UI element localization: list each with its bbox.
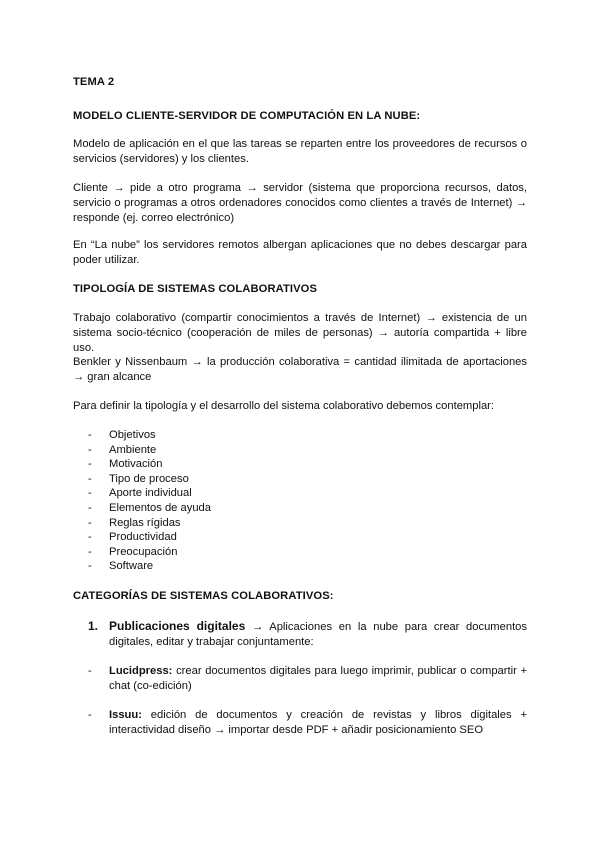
item-text: crear documentos digitales para luego imprimir, publicar o compartir + chat (co-edición) [109, 665, 527, 692]
list-item: - Productividad [88, 531, 177, 544]
list-item: - Preocupación [88, 545, 178, 558]
item-title: Issuu: [109, 709, 142, 721]
paragraph-modelo: Modelo de aplicación en el que las tareas se reparten entre los proveedores de recursos o servicios (servidores) y los clientes. [73, 138, 527, 165]
paragraph-benkler: Benkler y Nissenbaum → la producción colaborativa = cantidad ilimitada de aportaciones → gran alcance [73, 356, 527, 383]
list-item: - Motivación [88, 458, 163, 471]
tipologia-list [73, 428, 373, 574]
heading-categorias: CATEGORÍAS DE SISTEMAS COLABORATIVOS: [73, 590, 334, 602]
list-item: - Objetivos [88, 429, 156, 441]
list-item: - Reglas rígidas [88, 516, 181, 529]
heading-tema: TEMA 2 [73, 76, 115, 88]
paragraph-trabajo-colaborativo: Trabajo colaborativo (compartir conocimientos a través de Internet) → existencia de un sistema socio-técnico (cooperación de miles de personas) → autoría compartida + libre uso. [73, 312, 527, 354]
item-text: edición de documentos y creación de revistas y libros digitales + interactividad diseño → importar desde PDF + añadir posicionamiento SEO [109, 709, 527, 736]
paragraph-definir: Para definir la tipología y el desarrollo del sistema colaborativo debemos contemplar: [73, 400, 494, 412]
category-item-lucidpress [73, 664, 527, 694]
item-dash: - [88, 665, 92, 677]
list-item: - Elementos de ayuda [88, 501, 211, 514]
item-title: Lucidpress: [109, 665, 173, 677]
item-text: → Aplicaciones en la nube para crear documentos digitales, editar y trabajar conjuntamente: [109, 621, 527, 648]
category-item-publicaciones [73, 619, 527, 650]
list-item: - Tipo de proceso [88, 472, 189, 485]
heading-tipologia: TIPOLOGÍA DE SISTEMAS COLABORATIVOS [73, 283, 318, 295]
item-title: Publicaciones digitales [109, 619, 246, 633]
list-item: - Ambiente [88, 443, 157, 456]
list-item: - Software [88, 560, 154, 573]
paragraph-nube: En “La nube” los servidores remotos albergan aplicaciones que no debes descargar para poder utilizar. [73, 239, 527, 266]
list-item: - Aporte individual [88, 487, 192, 500]
heading-modelo-cliente-servidor: MODELO CLIENTE-SERVIDOR DE COMPUTACIÓN EN LA NUBE: [73, 110, 421, 122]
item-number: 1. [88, 619, 99, 633]
category-item-issuu [73, 708, 527, 738]
paragraph-cliente: Cliente → pide a otro programa → servidor (sistema que proporciona recursos, datos, servicio o programas a otros ordenadores conocidos como clientes a través de Internet) → responde (ej. correo electrónico) [73, 182, 527, 224]
item-dash: - [88, 709, 92, 721]
